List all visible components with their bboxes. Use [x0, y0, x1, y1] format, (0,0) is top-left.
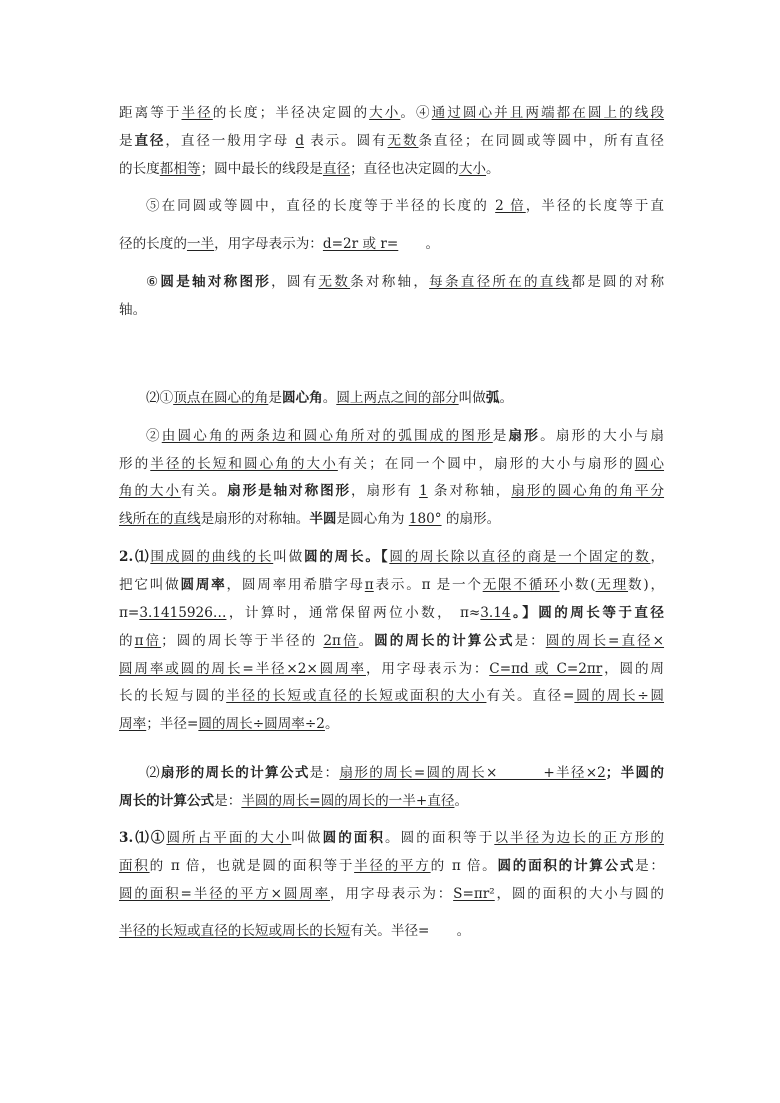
text-line-1: 距离等于半径的长度；半径决定圆的大小。④通过圆心并且两端都在圆上的线段	[119, 105, 665, 121]
text-line-23: 面积的 π 倍，也就是圆的面积等于半径的平方的 π 倍。圆的面积的计算公式是：	[119, 858, 665, 874]
text-line-18: 长的长短与圆的半径的长短或直径的长短或面积的大小有关。直径=圆的周长÷圆	[119, 688, 665, 704]
text-line-15: π=3.1415926…，计算时，通常保留两位小数， π≈3.14。】圆的周长等于直径	[119, 605, 664, 621]
text-line-22: 3.⑴①圆所占平面的大小叫做圆的面积。圆的面积等于以半径为边长的正方形的	[119, 830, 665, 846]
text-line-14: 把它叫做圆周率，圆周率用希腊字母π表示。π 是一个无限不循环小数(无理数)，	[119, 577, 665, 593]
text-line-4: ⑤在同圆或等圆中，直径的长度等于半径的长度的 2 倍，半径的长度等于直	[146, 198, 664, 214]
text-line-10: 形的半径的长短和圆心角的大小有关；在同一个圆中，扇形的大小与扇形的圆心	[119, 456, 665, 472]
text-line-13: 2.⑴围成圆的曲线的长叫做圆的周长。【圆的周长除以直径的商是一个固定的数，	[119, 549, 665, 565]
text-line-19: 周率；半径=圆的周长÷圆周率÷2。	[119, 716, 339, 732]
text-line-5: 径的长度的一半，用字母表示为：d=2r 或 r= 。	[119, 236, 440, 252]
text-line-3: 的长度都相等；圆中最长的线段是直径；直径也决定圆的大小。	[119, 161, 500, 177]
text-line-8: ⑵①顶点在圆心的角是圆心角。圆上两点之间的部分叫做弧。	[146, 390, 514, 406]
text-line-20: ⑵扇形的周长的计算公式是：扇形的周长=圆的周长× +半径×2；半圆的	[146, 765, 665, 781]
text-line-16: 的π倍；圆的周长等于半径的 2π倍。圆的周长的计算公式是：圆的周长=直径×	[119, 633, 665, 649]
text-line-9: ②由圆心角的两条边和圆心角所对的弧围成的图形是扇形。扇形的大小与扇	[146, 428, 665, 444]
text-line-24: 圆的面积=半径的平方×圆周率，用字母表示为：S=πr²，圆的面积的大小与圆的	[119, 886, 665, 902]
text-line-7: 轴。	[119, 302, 147, 318]
text-line-25: 半径的长短或直径的长短或周长的长短有关。半径= 。	[119, 923, 471, 939]
text-line-17: 圆周率或圆的周长=半径×2×圆周率，用字母表示为：C=πd 或 C=2πr，圆的周	[119, 661, 664, 677]
text-line-6: ⑥圆是轴对称图形，圆有无数条对称轴，每条直径所在的直线都是圆的对称	[146, 274, 665, 290]
text-line-12: 线所在的直线是扇形的对称轴。半圆是圆心角为 180° 的扇形。	[119, 511, 501, 527]
text-line-2: 是直径，直径一般用字母 d 表示。圆有无数条直径；在同圆或等圆中，所有直径	[119, 133, 665, 149]
text-line-11: 角的大小有关。扇形是轴对称图形，扇形有 1 条对称轴，扇形的圆心角的角平分	[119, 483, 665, 499]
text-line-21: 周长的计算公式是：半圆的周长=圆的周长的一半+直径。	[119, 793, 469, 809]
